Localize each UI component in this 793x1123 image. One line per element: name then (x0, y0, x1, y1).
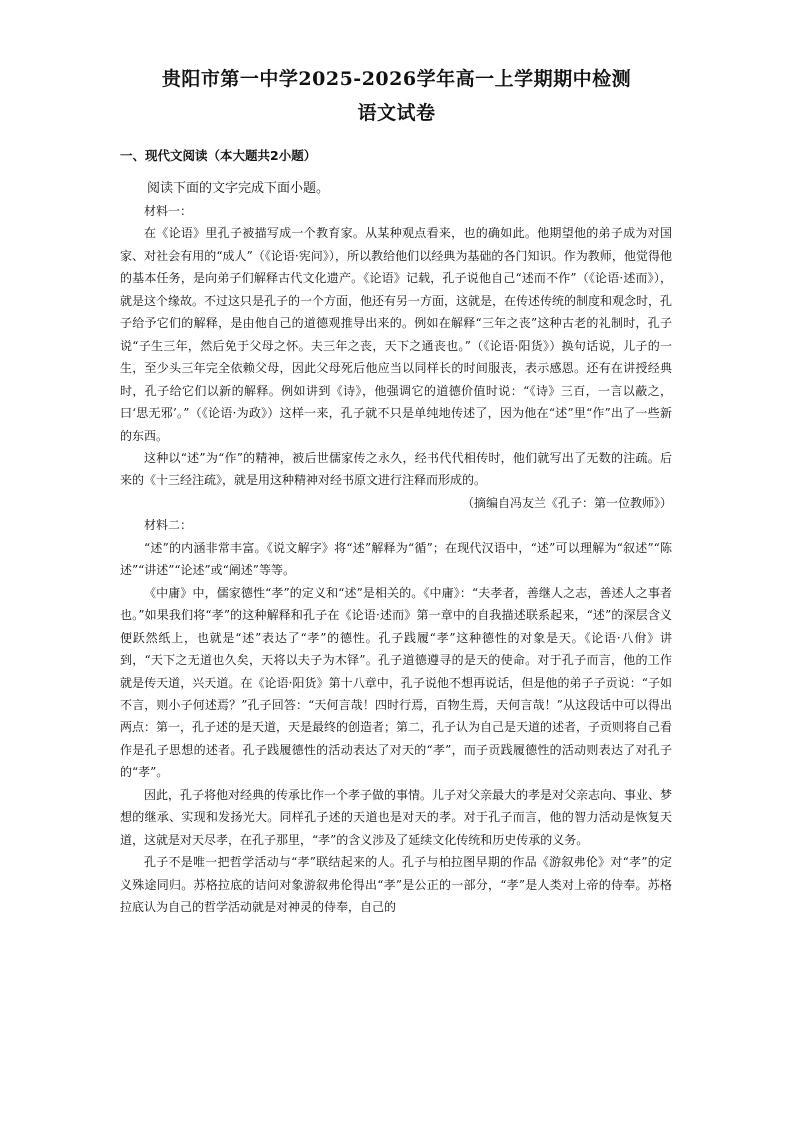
reading-instruction: 阅读下面的文字完成下面小题。 (147, 181, 330, 196)
material1-label: 材料一： (144, 204, 193, 218)
material1-paragraph-2: 这种以“述”为“作”的精神，被后世儒家传之永久，经书代代相传时，他们就写出了无数的注疏。后来的《十三经注疏》，就是用这种精神对经书原文进行注释而形成的。 (120, 450, 672, 488)
exam-subtitle: 语文试卷 (357, 102, 436, 124)
material2-label: 材料二： (144, 518, 193, 533)
material2-paragraph-3: 因此，孔子将他对经典的传承比作一个孝子做的事情。儿子对父亲最大的孝是对父亲志向、事业、梦想的继承、实现和发扬光大。同样孔子述的天道也是对天的孝。对于孔子而言，他的智力活动是恢复天道，这就是对天尽孝，在孔子那里，“孝”的含义涉及了延续文化传统和历史传承的义务。 (120, 787, 673, 847)
material1-paragraph-1: 在《论语》里孔子被描写成一个教育家。从某种观点看来，也的确如此。他期望他的弟子成为对国家、对社会有用的“成人”（《论语·宪问》），所以教给他们以经典为基础的各门知识。作为教师，他觉得他的基本任务，是向弟子们解释古代文化遗产。《论语》记载，孔子说他自己“述而不作”（《论语·述而》），就是这个缘故。不过这只是孔子的一个方面，他还有另一方面，这就是，在传述传统的制度和观念时，孔子给予它们的解释，是由他自己的道德观推导出来的。例如在解释“三年之丧”这种古老的礼制时，孔子说“子生三年，然后免于父母之怀。夫三年之丧，天下之通丧也。”（《论语·阳货》）换句话说，儿子的一生，至少头三年完全依赖父母，因此父母死后他应当以同样长的时间服丧，表示感恩。还有在讲授经典时，孔子给它们以新的解释。例如讲到《诗》，他强调它的道德价值时说：“《诗》三百，一言以蔽之，曰‘思无邪’。”（《论语·为政》）这样一来，孔子就不只是单纯地传述了，因为他在“述”里“作”出了一些新的东西。 (120, 226, 673, 443)
section-heading: 一、现代文阅读（本大题共2小题） (120, 148, 317, 163)
material1-source: （摘编自冯友兰《孔子：第一位教师》） (461, 495, 672, 510)
exam-title: 贵阳市第一中学2025-2026学年高一上学期期中检测 (161, 68, 632, 90)
material2-paragraph-4: 孔子不是唯一把哲学活动与“孝”联结起来的人。孔子与柏拉图早期的作品《游叙弗伦》对“孝”的定义殊途同归。苏格拉底的诘问对象游叙弗伦得出“孝”是公正的一部分，“孝”是人类对上帝的侍奉。苏格拉底认为自己的哲学活动就是对神灵的侍奉，自己的 (120, 855, 672, 915)
material2-paragraph-1: “述”的内涵非常丰富。《说文解字》将“述”解释为“循”；在现代汉语中，“述”可以理解为“叙述”“陈述”“讲述”“论述”或“阐述”等等。 (120, 540, 672, 578)
reading-passage (120, 200, 672, 919)
material2-paragraph-2: 《中庸》中，儒家德性“孝”的定义和“述”是相关的。《中庸》：“夫孝者，善继人之志，善述人之事者也。”如果我们将“孝”的这种解释和孔子在《论语·述而》第一章中的自我描述联系起来，“述”的深层含义便跃然纸上，也就是“述”表达了“孝”的德性。孔子践履“孝”这种德性的对象是天。《论语·八佾》讲到，“天下之无道也久矣，天将以夫子为木铎”。孔子道德遵寻的是天的使命。对于孔子而言，他的工作就是传天道，兴天道。在《论语·阳货》第十八章中，孔子说他不想再说话，但是他的弟子子贡说：“子如不言，则小子何述焉？”孔子回答：“天何言哉！四时行焉，百物生焉，天何言哉！”从这段话中可以得出两点：第一，孔子述的是天道，天是最终的创造者；第二，孔子认为自己是天道的述者，子贡则将自己看作是孔子思想的述者。孔子践履德性的活动表达了对天的“孝”，而子贡践履德性的活动则表达了对孔子的“孝”。 (120, 585, 673, 780)
